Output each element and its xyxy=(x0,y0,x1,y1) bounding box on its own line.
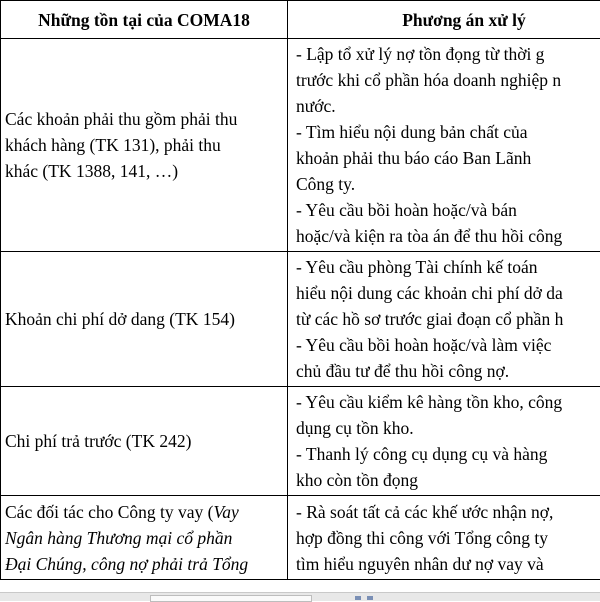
issue-line: khách hàng (TK 131), phải thu xyxy=(5,132,283,158)
issue-cell xyxy=(1,496,288,580)
toolbar-icon[interactable] xyxy=(367,596,373,600)
issue-line-italic: Ngân hàng Thương mại cổ phần xyxy=(5,525,283,551)
table-row xyxy=(1,387,600,496)
solution-line: - Tìm hiểu nội dung bản chất của xyxy=(296,119,600,145)
issue-text: Các đối tác cho Công ty vay ( xyxy=(5,502,214,522)
header-solution: Phương án xử lý xyxy=(288,1,600,39)
solution-line: - Yêu cầu phòng Tài chính kế toán xyxy=(296,254,600,280)
issue-text-italic: Vay xyxy=(214,502,239,522)
issue-line: Các khoản phải thu gồm phải thu xyxy=(5,106,283,132)
toolbar-field[interactable] xyxy=(150,595,312,602)
solution-line: nước. xyxy=(296,93,600,119)
issue-cell xyxy=(1,387,288,496)
solution-line: - Yêu cầu kiểm kê hàng tồn kho, công xyxy=(296,389,600,415)
solution-line: chủ đầu tư để thu hồi công nợ. xyxy=(296,358,600,384)
issue-line-italic: Đại Chúng, công nợ phải trả Tổng xyxy=(5,551,283,577)
solution-line: - Lập tổ xử lý nợ tồn đọng từ thời g xyxy=(296,41,600,67)
solution-line: kho còn tồn đọng xyxy=(296,467,600,493)
table-row xyxy=(1,496,600,580)
issue-line: khác (TK 1388, 141, …) xyxy=(5,158,283,184)
solution-line: - Yêu cầu bồi hoàn hoặc/và bán xyxy=(296,197,600,223)
issue-cell xyxy=(1,252,288,387)
solution-cell xyxy=(288,39,600,252)
table-row xyxy=(1,252,600,387)
header-issues: Những tồn tại của COMA18 xyxy=(1,1,288,39)
issue-line xyxy=(5,499,283,525)
solution-line: hoặc/và kiện ra tòa án để thu hồi công xyxy=(296,223,600,249)
solution-line: - Yêu cầu bồi hoàn hoặc/và làm việc xyxy=(296,332,600,358)
solution-line: hiểu nội dung các khoản chi phí dở da xyxy=(296,280,600,306)
solution-line: từ các hồ sơ trước giai đoạn cổ phần h xyxy=(296,306,600,332)
issue-line: Khoản chi phí dở dang (TK 154) xyxy=(5,306,283,332)
issue-cell xyxy=(1,39,288,252)
solution-cell xyxy=(288,387,600,496)
solution-line: - Rà soát tất cả các khế ước nhận nợ, xyxy=(296,499,600,525)
solution-line: Công ty. xyxy=(296,171,600,197)
solution-line: tìm hiểu nguyên nhân dư nợ vay và xyxy=(296,551,600,577)
solution-cell xyxy=(288,252,600,387)
solution-line: khoản phải thu báo cáo Ban Lãnh xyxy=(296,145,600,171)
issue-line: Chi phí trả trước (TK 242) xyxy=(5,428,283,454)
table-row xyxy=(1,39,600,252)
toolbar-icon[interactable] xyxy=(355,596,361,600)
table-header-row xyxy=(1,1,600,39)
solution-line: dụng cụ tồn kho. xyxy=(296,415,600,441)
solution-line: - Thanh lý công cụ dụng cụ và hàng xyxy=(296,441,600,467)
solution-line: trước khi cổ phần hóa doanh nghiệp n xyxy=(296,67,600,93)
solution-cell xyxy=(288,496,600,580)
solution-line: hợp đồng thi công với Tổng công ty xyxy=(296,525,600,551)
